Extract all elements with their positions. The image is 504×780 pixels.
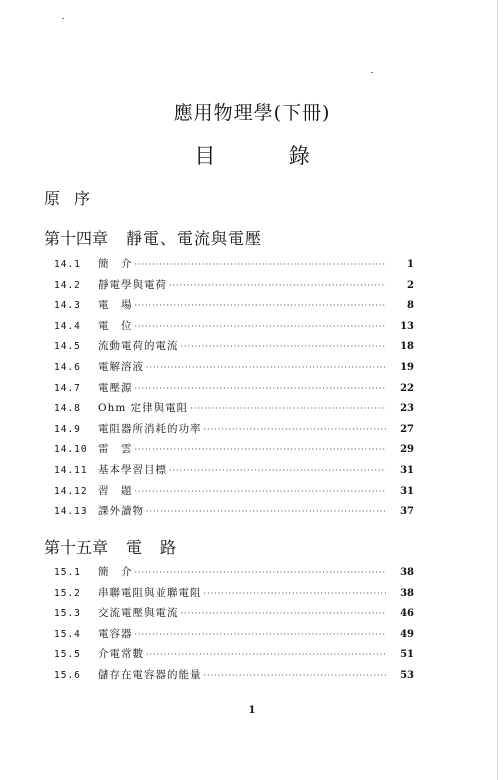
dot-leader (135, 321, 387, 333)
section-title: Ohm 定律與電阻 (98, 402, 189, 415)
dot-leader (204, 424, 387, 436)
chapter-title: 靜電、電流與電壓 (126, 229, 263, 248)
book-title: 應用物理學(下冊) (173, 102, 331, 124)
section-title: 雷 雲 (98, 443, 133, 456)
section-page-number: 46 (400, 608, 414, 620)
dot-leader (204, 588, 387, 600)
dot-leader (135, 629, 387, 641)
section-title: 介電常數 (98, 648, 144, 661)
toc-entry[interactable] (54, 400, 414, 421)
chapter-label: 第十四章 (44, 229, 109, 248)
toc-entry[interactable] (54, 646, 414, 667)
section-page-number: 8 (407, 300, 414, 312)
section-number: 14.4 (54, 320, 81, 332)
chapter-label: 第十五章 (44, 538, 109, 557)
section-page-number: 27 (400, 423, 414, 435)
section-title: 串聯電阻與並聯電阻 (98, 586, 202, 599)
section-title: 簡 介 (98, 566, 133, 578)
section-number: 14.5 (54, 341, 81, 353)
section-title: 基本學習目標 (98, 463, 167, 476)
section-page-number: 18 (400, 341, 414, 353)
chapter-15-entries (54, 564, 414, 688)
chapter-title: 電 路 (126, 538, 178, 557)
dot-leader (135, 486, 387, 498)
dot-leader (135, 259, 387, 271)
chapter-heading-15[interactable] (44, 535, 177, 558)
section-page-number: 51 (400, 649, 414, 661)
dot-leader (204, 670, 387, 682)
section-number: 14.7 (54, 382, 81, 394)
section-number: 15.5 (54, 649, 81, 661)
section-number: 14.1 (54, 259, 81, 270)
toc-entry[interactable] (54, 359, 414, 380)
toc-entry[interactable] (54, 585, 414, 606)
section-number: 15.3 (54, 608, 81, 620)
section-title: 習 題 (98, 484, 133, 497)
dot-leader (135, 300, 387, 312)
section-title: 電 場 (98, 299, 133, 312)
dot-leader (135, 383, 387, 395)
section-page-number: 13 (400, 320, 414, 332)
dot-leader (169, 280, 386, 292)
section-title: 簡 介 (98, 258, 133, 270)
section-number: 15.4 (54, 628, 81, 640)
toc-entry[interactable] (54, 421, 414, 442)
toc-entry[interactable] (54, 483, 414, 504)
chapter-14-entries (54, 256, 414, 524)
dot-leader (146, 649, 386, 661)
dot-leader (146, 506, 386, 518)
section-number: 14.6 (54, 361, 81, 373)
toc-entry[interactable] (54, 605, 414, 626)
section-page-number: 37 (400, 506, 414, 518)
section-page-number: 53 (400, 669, 414, 681)
section-title: 儲存在電容器的能量 (98, 668, 202, 681)
scan-speck (371, 72, 373, 73)
toc-entry[interactable] (54, 667, 414, 688)
section-page-number: 29 (400, 444, 414, 456)
section-title: 電阻器所消耗的功率 (98, 422, 202, 435)
toc-entry[interactable] (54, 338, 414, 359)
toc-entry[interactable] (54, 277, 414, 298)
toc-entry[interactable] (54, 256, 414, 277)
dot-leader (181, 608, 387, 620)
section-number: 14.2 (54, 279, 81, 291)
section-page-number: 49 (400, 628, 414, 640)
section-number: 14.10 (54, 444, 88, 456)
toc-entry[interactable] (54, 564, 414, 585)
section-page-number: 1 (407, 259, 414, 270)
section-page-number: 22 (400, 382, 414, 394)
section-number: 15.2 (54, 587, 81, 599)
section-number: 14.3 (54, 300, 81, 312)
section-page-number: 2 (407, 279, 414, 291)
toc-entry[interactable] (54, 441, 414, 462)
section-page-number: 31 (400, 464, 414, 476)
toc-heading-char-1: 目 (194, 144, 216, 168)
section-page-number: 19 (400, 361, 414, 373)
dot-leader (181, 341, 387, 353)
section-number: 14.8 (54, 403, 81, 415)
section-page-number: 38 (400, 587, 414, 599)
section-page-number: 23 (400, 403, 414, 415)
toc-entry[interactable] (54, 318, 414, 339)
section-title: 交流電壓與電流 (98, 607, 179, 620)
section-title: 流動電荷的電流 (98, 340, 179, 353)
section-title: 電容器 (98, 627, 133, 640)
section-page-number: 31 (400, 485, 414, 497)
section-number: 14.13 (54, 506, 88, 518)
dot-leader (169, 465, 386, 477)
section-number: 15.1 (54, 567, 81, 578)
section-title: 電解溶液 (98, 360, 144, 373)
section-number: 14.12 (54, 485, 88, 497)
toc-entry[interactable] (54, 297, 414, 318)
section-title: 靜電學與電荷 (98, 278, 167, 291)
section-title: 電 位 (98, 319, 133, 332)
section-page-number: 38 (400, 567, 414, 578)
toc-heading-char-2: 錄 (288, 144, 310, 168)
chapter-heading-14[interactable] (44, 226, 262, 249)
preface-entry[interactable]: 原序 (44, 189, 105, 208)
toc-heading (0, 140, 504, 170)
dot-leader (135, 567, 387, 579)
section-number: 14.11 (54, 464, 88, 476)
scan-speck (62, 18, 64, 19)
dot-leader (135, 444, 387, 456)
dot-leader (190, 403, 386, 415)
toc-entry[interactable] (54, 462, 414, 483)
section-title: 課外讀物 (98, 505, 144, 518)
section-title: 電壓源 (98, 381, 133, 394)
dot-leader (146, 362, 386, 374)
toc-entry[interactable] (54, 380, 414, 401)
toc-entry[interactable] (54, 626, 414, 647)
page-number: 1 (248, 705, 256, 716)
section-number: 14.9 (54, 423, 81, 435)
toc-entry[interactable] (54, 503, 414, 524)
section-number: 15.6 (54, 669, 81, 681)
